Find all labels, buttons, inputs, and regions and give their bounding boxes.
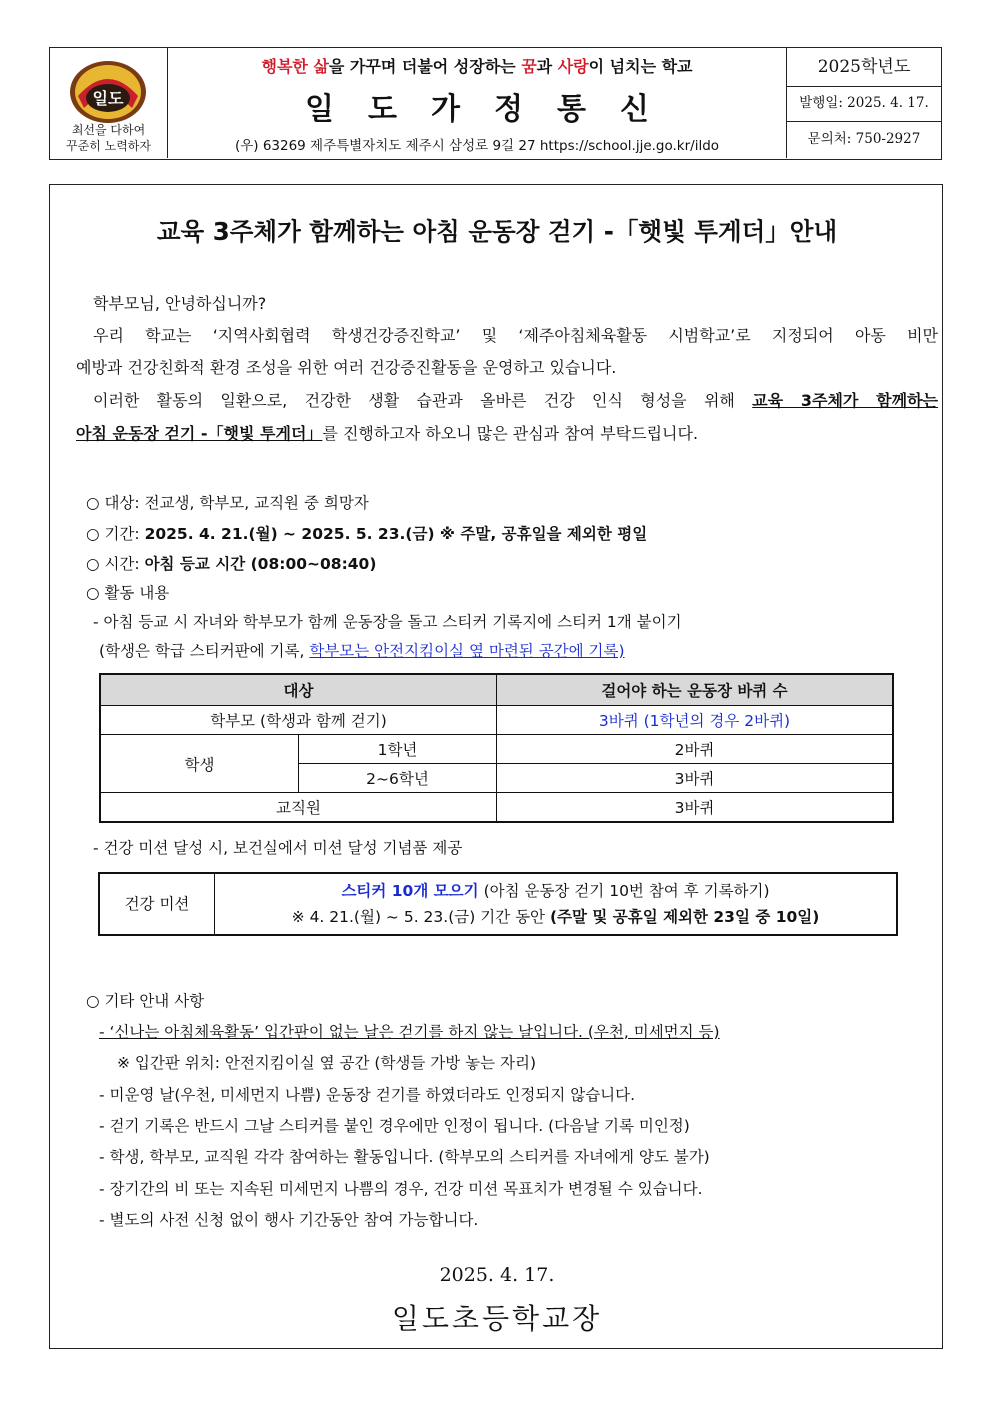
notice-body <box>49 184 943 1349</box>
etc-item: - 학생, 학부모, 교직원 각각 참여하는 활동입니다. (학부모의 스티커를 자녀에게 양도 불가) <box>99 1148 710 1166</box>
paragraph-1-line-1: 우리 학교는 ‘지역사회협력 학생건강증진학교’ 및 ‘제주아침체육활동 시범학교’로 지정되어 아동 비만 <box>93 326 938 345</box>
activity-item-1: - 아침 등교 시 자녀와 학부모가 함께 운동장을 돌고 스티커 기록지에 스티커 1개 붙이기 <box>93 613 682 631</box>
paragraph-2-line-2 <box>76 417 921 450</box>
paragraph-2-line-1 <box>76 384 938 417</box>
period-line <box>86 522 647 544</box>
mission-line-1 <box>215 878 896 904</box>
etc-item: - ‘신나는 아침체육활동’ 입간판이 없는 날은 걷기를 하지 않는 날입니다. (우천, 미세먼지 등) <box>99 1023 720 1041</box>
mission-note: - 건강 미션 달성 시, 보건실에서 미션 달성 기념품 제공 <box>93 839 463 857</box>
school-motto <box>50 122 167 154</box>
newsletter-header <box>49 47 942 160</box>
time-line <box>86 552 376 574</box>
slogan-part: 더불어 성장하는 <box>401 57 522 76</box>
table-row <box>100 793 893 823</box>
table-cell: 3바퀴 <box>497 764 894 793</box>
period-label: ○ 기간: <box>86 525 145 543</box>
mission-goal: 스티커 10개 모으기 <box>341 882 479 900</box>
table-cell: 3바퀴 <box>497 793 894 823</box>
paragraph-2-emphasis: 아침 운동장 걷기 -「햇빛 투게더」 <box>76 424 323 443</box>
slogan-part: 꿈 <box>521 57 537 76</box>
school-emblem-icon <box>66 56 150 126</box>
paragraph-1-line-2: 예방과 건강친화적 환경 조성을 위한 여러 건강증진활동을 운영하고 있습니다. <box>76 358 617 377</box>
paragraph-2-text: 를 진행하고자 하오니 많은 관심과 참여 부탁드립니다. <box>322 424 699 443</box>
table-cell: 교직원 <box>100 793 497 823</box>
school-slogan <box>167 54 787 77</box>
publish-date: 발행일: 2025. 4. 17. <box>787 86 941 122</box>
etc-label: ○ 기타 안내 사항 <box>86 992 205 1010</box>
issue-date: 2025. 4. 17. <box>439 1264 555 1286</box>
target-line <box>86 491 369 513</box>
mission-period: ※ 4. 21.(월) ~ 5. 23.(금) 기간 동안 <box>291 908 550 926</box>
greeting: 학부모님, 안녕하십니까? <box>93 294 267 313</box>
target-label: ○ 대상: <box>86 494 145 512</box>
activity-note: (학생은 학급 스티커판에 기록, <box>99 642 310 660</box>
activity-label: ○ 활동 내용 <box>86 584 170 602</box>
activity-note-highlight: 학부모는 안전지킴이실 옆 마련된 공간에 기록) <box>309 642 625 660</box>
paragraph-2-text: 이러한 활동의 일환으로, 건강한 생활 습관과 올바른 건강 인식 형성을 위해 <box>93 391 753 410</box>
table-cell: 2바퀴 <box>497 735 894 764</box>
mission-table <box>98 872 898 936</box>
table-cell: 1학년 <box>299 735 497 764</box>
paragraph-2-emphasis: 교육 3주체가 함께하는 <box>752 391 938 410</box>
info-cell <box>786 48 941 158</box>
logo-cell <box>50 48 168 158</box>
motto-line-2: 꾸준히 노력하자 <box>66 139 151 153</box>
newsletter-title: 일도가정통신 <box>305 92 683 127</box>
slogan-part: 삶 <box>307 57 329 76</box>
etc-item: - 별도의 사전 신청 없이 행사 기간동안 참여 가능합니다. <box>99 1211 479 1229</box>
table-cell: 3바퀴 (1학년의 경우 2바퀴) <box>497 706 894 735</box>
table-row <box>100 706 893 735</box>
emblem-text: 일도 <box>92 89 124 108</box>
school-address: (우) 63269 제주특별자치도 제주시 삼성로 9길 27 https://school.jje.go.kr/ildo <box>234 138 720 154</box>
table-header-row <box>100 674 893 706</box>
table-cell: 2~6학년 <box>299 764 497 793</box>
etc-item: - 장기간의 비 또는 지속된 미세먼지 나쁨의 경우, 건강 미션 목표치가 변경될 수 있습니다. <box>99 1180 703 1198</box>
inquiry-phone: 문의처: 750-2927 <box>807 131 921 147</box>
mission-period-detail: (주말 및 공휴일 제외한 23일 중 10일) <box>549 908 820 926</box>
slogan-part: 행복한 <box>261 57 308 76</box>
slogan-part: 이 넘치는 학교 <box>588 57 693 76</box>
table-header: 걸어야 하는 운동장 바퀴 수 <box>497 674 894 706</box>
mission-detail <box>215 873 898 935</box>
laps-table <box>99 673 894 823</box>
slogan-part: 과 <box>536 57 558 76</box>
etc-item: - 걷기 기록은 반드시 그날 스티커를 붙인 경우에만 인정이 됩니다. (다음날 기록 미인정) <box>99 1117 690 1135</box>
mission-label: 건강 미션 <box>99 873 215 935</box>
principal-signature: 일도초등학교장 <box>391 1302 603 1335</box>
table-row <box>99 873 897 935</box>
table-header: 대상 <box>100 674 497 706</box>
mission-goal-detail: (아침 운동장 걷기 10번 참여 후 기록하기) <box>478 882 770 900</box>
target-value: 전교생, 학부모, 교직원 중 희망자 <box>144 494 369 512</box>
mission-line-2 <box>215 904 896 930</box>
activity-item-2 <box>99 639 625 661</box>
title-cell <box>167 48 834 158</box>
table-cell: 학생 <box>100 735 299 793</box>
table-row <box>100 735 893 764</box>
time-label: ○ 시간: <box>86 555 145 573</box>
motto-line-1: 최선을 다하여 <box>71 123 146 137</box>
period-value: 2025. 4. 21.(월) ~ 2025. 5. 23.(금) ※ 주말, 공휴일을 제외한 평일 <box>144 525 648 543</box>
slogan-part: 사랑 <box>557 57 589 76</box>
time-value: 아침 등교 시간 (08:00~08:40) <box>144 555 377 573</box>
school-year: 2025학년도 <box>787 48 941 87</box>
notice-title: 교육 3주체가 함께하는 아침 운동장 걷기 -「햇빛 투게더」안내 <box>156 217 838 246</box>
table-cell: 학부모 (학생과 함께 걷기) <box>100 706 497 735</box>
etc-item: ※ 입간판 위치: 안전지킴이실 옆 공간 (학생들 가방 놓는 자리) <box>117 1054 537 1072</box>
etc-item: - 미운영 날(우천, 미세먼지 나쁨) 운동장 걷기를 하였더라도 인정되지 않습니다. <box>99 1086 636 1104</box>
slogan-part: 을 가꾸며 <box>328 57 402 76</box>
